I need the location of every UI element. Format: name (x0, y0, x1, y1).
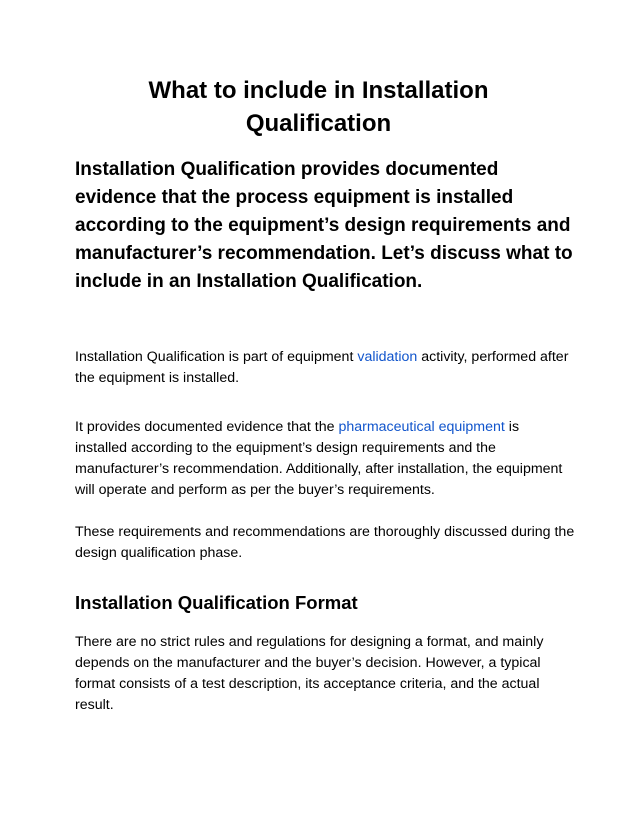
paragraph-text: is installed according to the equipment’s design requirements and the manufacturer’s recommendation. Additionally, after installation, the equipment will operate and perform as per the buyer’s requirements. (75, 419, 563, 498)
paragraph-design-qualification: These requirements and recommendations are thoroughly discussed during the design qualification phase. (75, 524, 575, 561)
paragraph-text: It provides documented evidence that the (75, 419, 339, 435)
pharmaceutical-equipment-link[interactable]: pharmaceutical equipment (338, 419, 505, 435)
paragraph-format-description: There are no strict rules and regulations for designing a format, and mainly depends on the manufacturer and the buyer’s decision. However, a typical format consists of a test description, its acceptance criteria, and the actual result. (75, 634, 544, 713)
paragraph-documented-evidence (75, 417, 575, 501)
section-heading-format: Installation Qualification Format (75, 592, 358, 613)
page-title: What to include in Installation Qualification (148, 77, 489, 137)
paragraph-text: Installation Qualification is part of equipment (75, 349, 358, 365)
paragraph-validation (75, 347, 575, 389)
validation-link[interactable]: validation (357, 349, 418, 365)
intro-paragraph: Installation Qualification provides documented evidence that the process equipment is installed according to the equipment’s design requirements and manufacturer’s recommendation. Let’s discuss what to include in an Installation Qualification. (75, 159, 573, 292)
paragraph-text: activity, performed after the equipment is installed. (75, 349, 569, 386)
